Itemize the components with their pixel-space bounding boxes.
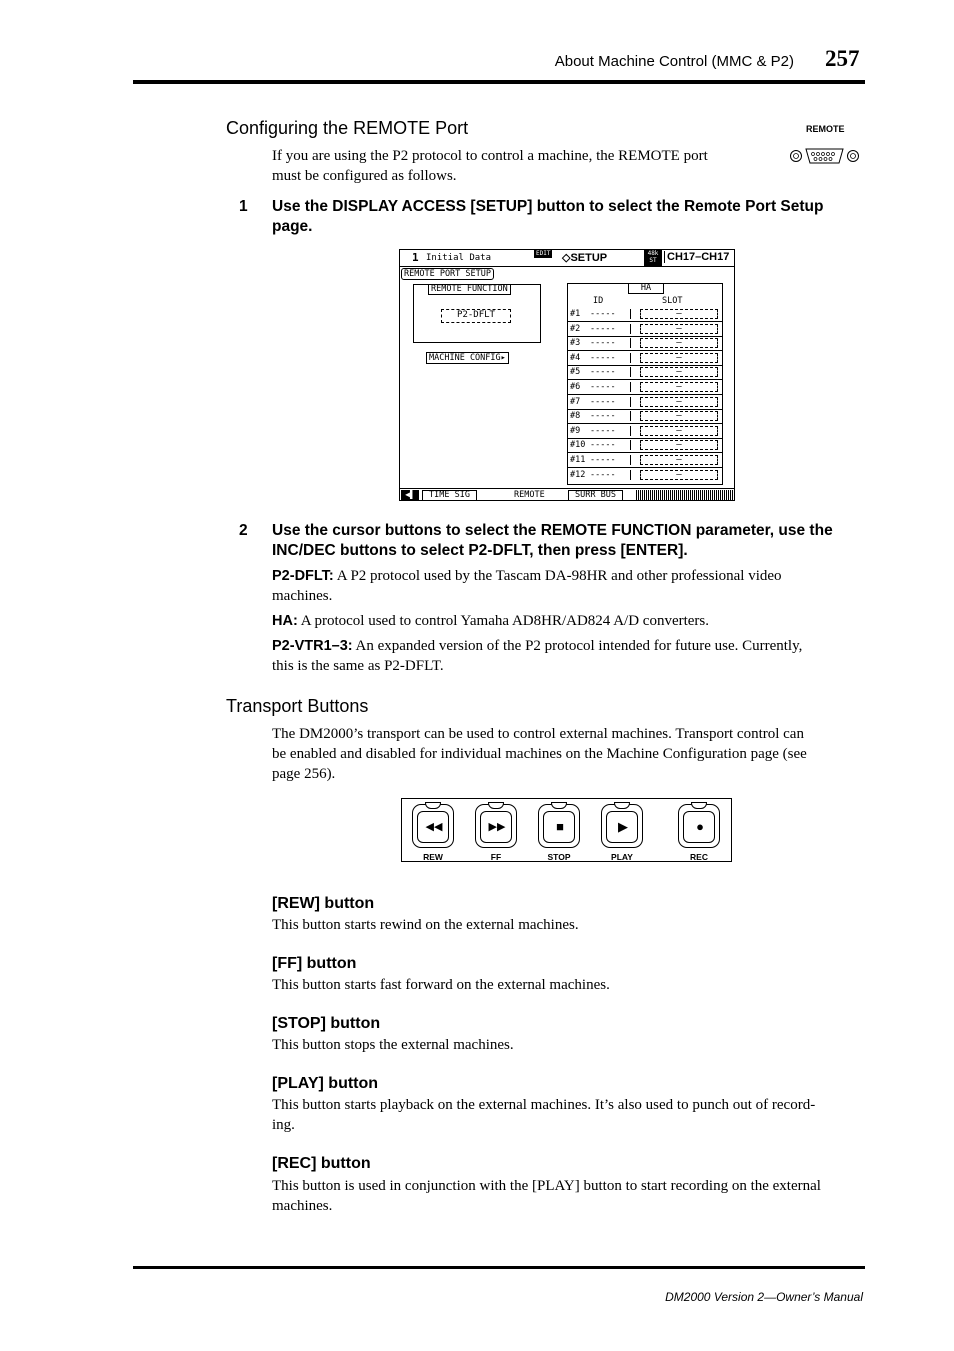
vtr-text-1: An expanded version of the P2 protocol intended for future use. Currently, <box>355 638 803 654</box>
vtr-term: P2-VTR1–3: <box>272 638 353 654</box>
lcd-channel-range: CH17–CH17 <box>664 251 729 263</box>
lcd-ha-row-number: #4 <box>570 352 581 363</box>
lcd-ha-row-id: ----- <box>590 338 616 349</box>
lcd-ha-row-divider <box>630 440 631 450</box>
section-heading-transport: Transport Buttons <box>226 696 369 716</box>
remote-port-label: REMOTE <box>806 124 845 134</box>
vtr-def-line-1 <box>272 636 802 656</box>
lcd-scene-name: Initial Data <box>426 253 492 263</box>
lcd-edit-badge: EDIT <box>536 250 551 257</box>
lcd-ha-row-id: ----- <box>590 425 616 436</box>
ff-text: This button starts fast forward on the external machines. <box>272 977 610 993</box>
ha-def <box>272 611 709 631</box>
record-icon: ● <box>696 819 704 834</box>
lcd-ha-row <box>568 380 722 395</box>
lcd-page-title: REMOTE PORT SETUP <box>401 268 494 280</box>
lcd-ha-row-id: ----- <box>590 440 616 451</box>
lcd-col-id: ID <box>593 296 604 306</box>
lcd-remote-port-setup <box>399 249 735 501</box>
stop-button[interactable] <box>538 804 580 848</box>
ha-text: A protocol used to control Yamaha AD8HR/AD824 A/D converters. <box>300 613 710 629</box>
lcd-ha-row-id: ----- <box>590 367 616 378</box>
lcd-fs-badge <box>644 250 662 266</box>
lcd-ha-row-divider <box>630 309 631 319</box>
lcd-machine-config-label: MACHINE CONFIG <box>429 353 501 363</box>
section-heading-remote-port: Configuring the REMOTE Port <box>226 118 469 138</box>
lcd-ha-row-slot[interactable]: – <box>640 338 718 348</box>
play-text-line-2: ing. <box>272 1117 295 1133</box>
lcd-ha-row-number: #1 <box>570 309 581 319</box>
lcd-ha-row <box>568 453 722 468</box>
stop-text: This button stops the external machines. <box>272 1037 514 1053</box>
lcd-ha-row-id: ----- <box>590 396 616 407</box>
stop-label: STOP <box>547 852 571 862</box>
play-icon: ▶ <box>618 819 628 834</box>
lcd-ha-row <box>568 307 722 322</box>
lcd-ha-row-slot[interactable]: – <box>640 382 718 392</box>
lcd-function-label: REMOTE FUNCTION <box>428 284 511 295</box>
rec-text-line-2: machines. <box>272 1198 333 1214</box>
lcd-ha-row-number: #11 <box>570 455 586 465</box>
play-label: PLAY <box>611 852 633 862</box>
ff-label: FF <box>490 852 502 862</box>
play-button[interactable] <box>601 804 643 848</box>
step-1-line-2: page. <box>272 218 313 235</box>
stop-heading: [STOP] button <box>272 1015 381 1032</box>
lcd-ha-row-divider <box>630 426 631 436</box>
lcd-ha-row-number: #3 <box>570 338 581 349</box>
lcd-ha-table <box>567 283 723 485</box>
lcd-ha-row-number: #7 <box>570 396 581 407</box>
intro-line-2: must be configured as follows. <box>272 168 457 184</box>
vtr-def-line-2: this is the same as P2-DFLT. <box>272 658 444 674</box>
p2dflt-def-line-1 <box>272 566 782 586</box>
lcd-ha-row-number: #6 <box>570 382 581 392</box>
rew-button-face <box>417 811 449 843</box>
p2dflt-text-1: A P2 protocol used by the Tascam DA-98HR and other professional video <box>336 568 782 584</box>
lcd-ha-row-id: ----- <box>590 323 616 334</box>
lcd-col-slot: SLOT <box>662 296 683 306</box>
lcd-scene-number: 1 <box>412 251 419 264</box>
rew-text: This button starts rewind on the external machines. <box>272 917 579 933</box>
rec-label: REC <box>690 852 708 862</box>
lcd-ha-row <box>568 365 722 380</box>
lcd-ha-row-divider <box>630 470 631 480</box>
lcd-ha-label: HA <box>628 284 664 294</box>
lcd-ha-row-divider <box>630 382 631 392</box>
lcd-ha-row-slot[interactable]: – <box>640 367 718 377</box>
lcd-ha-row-id: ----- <box>590 309 616 319</box>
lcd-machine-config-button[interactable] <box>426 352 509 364</box>
step-number-2: 2 <box>239 522 248 539</box>
lcd-ha-row-divider <box>630 397 631 407</box>
ff-button-face <box>480 811 512 843</box>
lcd-ha-row-number: #12 <box>570 469 586 480</box>
lcd-ha-row-slot[interactable]: – <box>640 324 718 334</box>
lcd-page-name: ◇SETUP <box>562 252 608 264</box>
lcd-ha-row-slot[interactable]: – <box>640 440 718 450</box>
lcd-ha-row-id: ----- <box>590 352 616 363</box>
footer-text: DM2000 Version 2—Owner’s Manual <box>665 1290 863 1304</box>
lcd-top-bar <box>400 250 734 267</box>
step-number-1: 1 <box>239 198 248 215</box>
tab-surr-bus[interactable]: SURR BUS <box>568 490 623 500</box>
p2dflt-term: P2-DFLT: <box>272 568 334 584</box>
lcd-ha-row <box>568 395 722 410</box>
page-number: 257 <box>825 46 860 71</box>
lcd-ha-row-divider <box>630 455 631 465</box>
fast-forward-icon: ▶▶ <box>488 821 506 833</box>
lcd-function-value[interactable]: P2-DFLT <box>441 309 511 323</box>
lcd-ha-row-slot[interactable]: – <box>640 309 718 319</box>
ff-heading: [FF] button <box>272 955 357 972</box>
lcd-tab-bar <box>400 488 734 501</box>
lcd-ha-row <box>568 351 722 366</box>
arrow-right-icon: ▸ <box>500 353 506 363</box>
lcd-function-box <box>413 284 541 343</box>
rew-label: REW <box>423 852 443 862</box>
dsub-connector-icon <box>787 146 863 166</box>
scroll-left-icon[interactable]: ◀▌ <box>401 490 419 500</box>
ff-button[interactable] <box>475 804 517 848</box>
header-rule <box>133 80 865 84</box>
lcd-ha-row-divider <box>630 367 631 377</box>
step-2-line-1: Use the cursor buttons to select the REMOTE FUNCTION parameter, use the <box>272 522 833 539</box>
lcd-ha-row-id: ----- <box>590 455 616 465</box>
lcd-ha-row-number: #8 <box>570 411 581 422</box>
lcd-ha-row-id: ----- <box>590 411 616 422</box>
lcd-ha-row <box>568 336 722 351</box>
lcd-ha-row-slot[interactable]: – <box>640 411 718 421</box>
tab-remote[interactable]: REMOTE <box>514 490 545 500</box>
lcd-ha-row-slot[interactable]: – <box>640 455 718 465</box>
intro-line-1: If you are using the P2 protocol to control a machine, the REMOTE port <box>272 148 708 164</box>
play-text-line-1: This button starts playback on the external machines. It’s also used to punch out of record- <box>272 1097 816 1113</box>
lcd-ha-row <box>568 438 722 453</box>
lcd-ha-row-number: #5 <box>570 367 581 378</box>
lcd-ha-row <box>568 424 722 439</box>
stop-icon: ■ <box>556 819 564 834</box>
footer-rule <box>133 1266 865 1269</box>
rec-heading: [REC] button <box>272 1155 371 1172</box>
rew-heading: [REW] button <box>272 895 375 912</box>
rewind-icon: ◀◀ <box>425 821 443 833</box>
play-heading: [PLAY] button <box>272 1075 379 1092</box>
lcd-ha-row-id: ----- <box>590 382 616 392</box>
lcd-fs-bottom: ST <box>649 257 657 264</box>
step-1-line-1: Use the DISPLAY ACCESS [SETUP] button to select the Remote Port Setup <box>272 198 824 215</box>
lcd-ha-row-number: #9 <box>570 425 581 436</box>
header-title: About Machine Control (MMC & P2) <box>554 53 794 70</box>
transport-intro-line-2: be enabled and disabled for individual machines on the Machine Configuration page (see <box>272 746 807 762</box>
lcd-ha-row-slot[interactable]: – <box>640 426 718 436</box>
transport-intro-line-3: page 256). <box>272 766 336 782</box>
rew-button[interactable] <box>412 804 454 848</box>
lcd-ha-row-slot[interactable]: – <box>640 353 718 363</box>
play-button-face <box>606 811 638 843</box>
lcd-ha-row-divider <box>630 338 631 348</box>
lcd-ha-row-divider <box>630 353 631 363</box>
lcd-tab-filler <box>636 490 734 500</box>
lcd-ha-row <box>568 322 722 337</box>
lcd-ha-row-number: #10 <box>570 440 586 451</box>
rec-button[interactable] <box>678 804 720 848</box>
lcd-ha-row <box>568 409 722 424</box>
transport-panel <box>401 798 732 862</box>
stop-button-face <box>543 811 575 843</box>
lcd-ha-row-slot[interactable]: – <box>640 397 718 407</box>
step-2-line-2: INC/DEC buttons to select P2-DFLT, then press [ENTER]. <box>272 542 688 559</box>
lcd-ha-row-number: #2 <box>570 323 581 334</box>
lcd-ha-row-divider <box>630 411 631 421</box>
p2dflt-def-line-2: machines. <box>272 588 333 604</box>
rec-text-line-1: This button is used in conjunction with the [PLAY] button to start recording on the external <box>272 1178 821 1194</box>
ha-term: HA: <box>272 613 298 629</box>
lcd-fs-top: 48k <box>647 250 659 257</box>
transport-intro-line-1: The DM2000’s transport can be used to control external machines. Transport control can <box>272 726 804 742</box>
rec-button-face <box>683 811 715 843</box>
lcd-ha-row <box>568 468 722 482</box>
lcd-ha-row-id: ----- <box>590 469 616 480</box>
lcd-ha-row-slot[interactable]: – <box>640 470 718 480</box>
tab-time-sig[interactable]: TIME SIG <box>422 490 477 500</box>
lcd-ha-row-divider <box>630 324 631 334</box>
